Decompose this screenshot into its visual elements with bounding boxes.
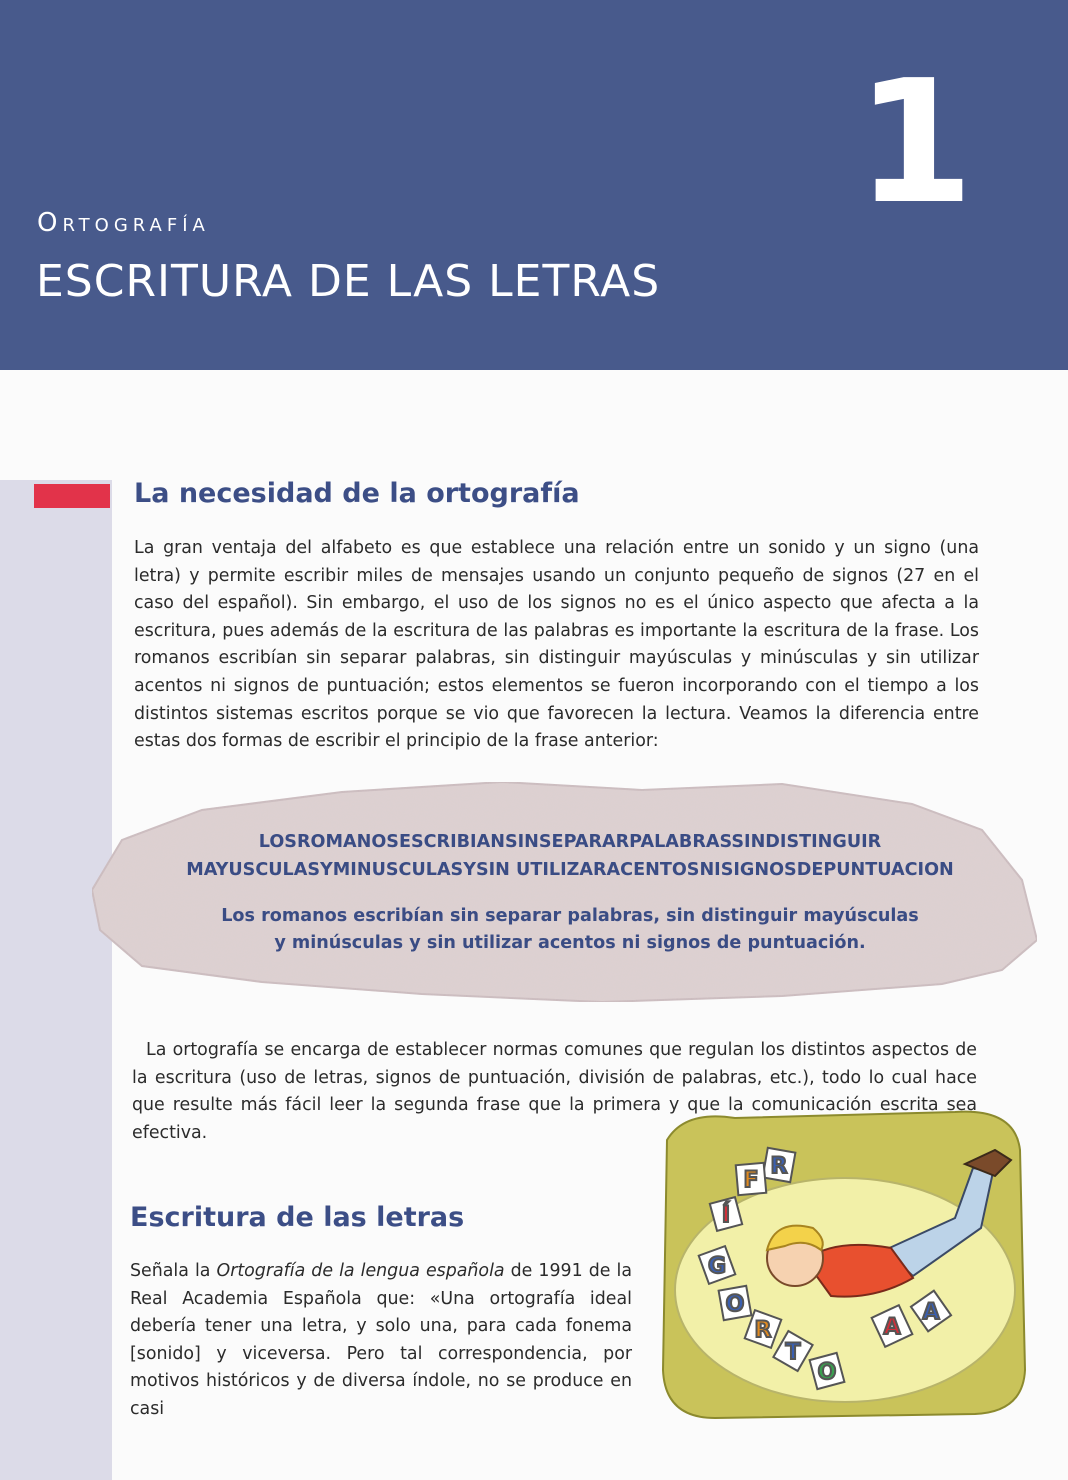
chapter-number: 1	[855, 44, 970, 242]
example-caps-line2: MAYUSCULASYMINUSCULASYSIN UTILIZARACENTOSNISIGNOSDEPUNTUACION	[186, 860, 954, 880]
section-marker	[34, 484, 110, 508]
chapter-header	[0, 0, 1068, 370]
book-title: Ortografía de la lengua española	[216, 1261, 505, 1281]
section2-paragraph-start: Señala la	[130, 1261, 217, 1281]
tile-r2: R	[770, 1154, 788, 1179]
intro-paragraph: La gran ventaja del alfabeto es que establece una relación entre un sonido y un signo (una letra) y permite escribir miles de mensajes usando un conjunto pequeño de signos (27 en el caso del español). Sin embargo, el uso de los signos no es el único aspecto que afecta a la escritura, pues además de la escritura de las palabras es importante la escritura de la frase. Los romanos escribían sin separar palabras, sin distinguir mayúsculas y minúsculas y sin utilizar acentos ni signos de puntuación; estos elementos se fueron incorporando con el tiempo a los distintos sistemas escritos porque se vio que favorecen la lectura. Veamos la diferencia entre estas dos formas de escribir el principio de la frase anterior:	[134, 538, 979, 752]
tile-o2: O	[817, 1360, 837, 1385]
section2-paragraph	[130, 1258, 632, 1424]
tile-o1: O	[725, 1292, 745, 1317]
second-paragraph: La ortografía se encarga de establecer normas comunes que regulan los distintos aspectos de la escritura (uso de letras, signos de puntuación, división de palabras, etc.), todo lo cual hace que resulte más fácil leer la segunda frase que la primera y que la comunicación escrita sea efectiva.	[132, 1040, 977, 1143]
section2-paragraph-rest: de 1991 de la Real Academia Española que: «Una ortografía ideal debería tener una letra, y solo una, para cada fonema [sonido] y viceversa. Pero tal correspondencia, por motivos históricos y de diversa índole, no se produce en casi	[130, 1261, 632, 1419]
tile-a2: A	[922, 1300, 940, 1325]
example-caps-line1: LOSROMANOSESCRIBIANSINSEPARARPALABRASSINDISTINGUIR	[258, 832, 882, 852]
tile-a: A	[883, 1315, 901, 1340]
tile-f: F	[743, 1168, 759, 1193]
example-normal-line2: y minúsculas y sin utilizar acentos ni signos de puntuación.	[274, 933, 866, 953]
section-heading-escritura: Escritura de las letras	[130, 1202, 465, 1233]
example-normal-line1: Los romanos escribían sin separar palabras, sin distinguir mayúsculas	[221, 906, 919, 926]
reading-child-illustration	[655, 1100, 1030, 1420]
example-normal-text	[110, 903, 1030, 957]
tile-t: T	[785, 1340, 801, 1365]
stone-background	[82, 770, 1042, 1010]
chapter-title: ESCRITURA DE LAS LETRAS	[36, 256, 661, 307]
tile-r1: R	[754, 1318, 772, 1343]
tile-i: Í	[721, 1203, 731, 1228]
tile-g: G	[707, 1254, 727, 1279]
section-kicker: Ortografía	[37, 208, 210, 238]
section-heading-necesidad: La necesidad de la ortografía	[134, 478, 580, 509]
